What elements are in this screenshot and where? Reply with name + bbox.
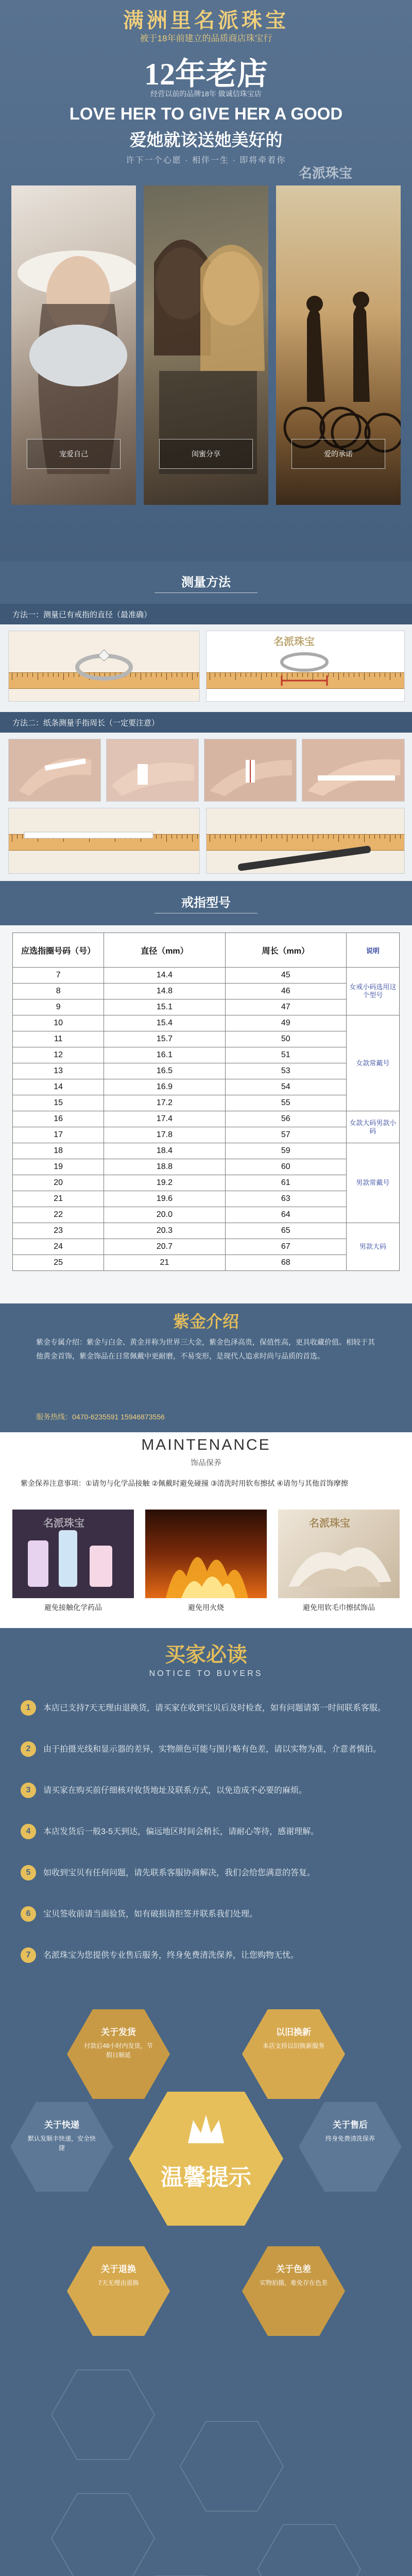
table-cell: 14	[13, 1079, 104, 1095]
table-cell: 10	[13, 1015, 104, 1031]
table-cell: 23	[13, 1223, 104, 1239]
table-cell: 16.1	[104, 1047, 225, 1063]
table-row	[13, 1063, 400, 1079]
table-cell: 14.8	[104, 984, 225, 999]
column-header: 直径（mm）	[104, 933, 225, 968]
watermark: 名派珠宝	[43, 1518, 84, 1529]
table-header-row	[13, 933, 400, 968]
finger-wrap-icon	[107, 739, 198, 801]
table-cell: 11	[13, 1031, 104, 1047]
table-cell: 16.9	[104, 1079, 225, 1095]
step-photo-2	[106, 739, 199, 802]
table-cell: 15.7	[104, 1031, 225, 1047]
photo-caption-3: 爱的承诺	[291, 439, 385, 469]
maintenance-caption-3: 避免用软毛巾擦拭饰品	[303, 1603, 375, 1612]
table-cell: 21	[13, 1191, 104, 1207]
table-row	[13, 1175, 400, 1191]
table-cell: 49	[225, 1015, 346, 1031]
table-row	[13, 1207, 400, 1223]
gold-title: 紫金介绍	[173, 1312, 239, 1331]
finger-mark-icon	[204, 739, 296, 801]
table-cell: 65	[225, 1223, 346, 1239]
column-header: 周长（mm）	[225, 933, 346, 968]
gold-description: 紫金专属介绍：紫金与白金、黄金并称为世界三大金，紫金色泽高贵，保值性高，更具收藏价值。相较于其他黄金首饰，紫金饰品在日常佩戴中更耐磨，不易变形，是现代人追求时尚与品质的首选。	[36, 1338, 375, 1360]
step-photo-1	[8, 739, 101, 802]
table-cell: 18.8	[104, 1159, 225, 1175]
table-row	[13, 1143, 400, 1159]
hex-trade-in: 以旧换新 本店支持以旧换新服务	[242, 2009, 345, 2099]
model-photo-2	[144, 185, 268, 505]
years-description: 经营以前的品牌18年 做诚信珠宝店	[150, 90, 262, 98]
slogan-chinese: 爱她就该送她美好的	[129, 130, 283, 149]
watermark: 名派珠宝	[299, 166, 353, 181]
size-note: 女款常戴号	[346, 1015, 399, 1111]
step-photo-5	[8, 808, 200, 874]
table-cell: 68	[225, 1255, 346, 1271]
step-photo-4	[302, 739, 405, 802]
pen-icon	[207, 808, 404, 873]
table-cell: 25	[13, 1255, 104, 1271]
slogan-english: LOVE HER TO GIVE HER A GOOD	[69, 104, 343, 123]
table-cell: 67	[225, 1239, 346, 1255]
table-cell: 19	[13, 1159, 104, 1175]
table-cell: 45	[225, 968, 346, 984]
table-cell: 64	[225, 1207, 346, 1223]
table-row	[13, 1255, 400, 1271]
table-cell: 63	[225, 1191, 346, 1207]
ring-size-section	[0, 881, 412, 1303]
honeycomb-decoration	[0, 2360, 412, 2576]
size-note: 女戒小码选用这个型号	[346, 968, 399, 1015]
table-cell: 50	[225, 1031, 346, 1047]
table-cell: 22	[13, 1207, 104, 1223]
measure-title: 测量方法	[181, 575, 231, 589]
table-cell: 17.2	[104, 1095, 225, 1111]
maintenance-section	[0, 1432, 412, 1628]
column-header: 应选指圈号码（号）	[13, 933, 104, 968]
table-row	[13, 1223, 400, 1239]
model-photo-1	[11, 185, 136, 505]
notice-title: 买家必读	[165, 1643, 247, 1666]
maintenance-photo-2	[145, 1510, 267, 1598]
size-note: 女款大码男款小码	[346, 1111, 399, 1143]
table-cell: 16.5	[104, 1063, 225, 1079]
table-cell: 17.4	[104, 1111, 225, 1127]
table-cell: 18.4	[104, 1143, 225, 1159]
table-row	[13, 1095, 400, 1111]
table-cell: 20.3	[104, 1223, 225, 1239]
size-note: 男款常戴号	[346, 1143, 399, 1223]
notice-subtitle: NOTICE TO BUYERS	[149, 1669, 263, 1678]
size-note: 男款大码	[346, 1223, 399, 1271]
table-cell: 20.7	[104, 1239, 225, 1255]
photo-caption-1: 宠爱自己	[27, 439, 121, 469]
size-title: 戒指型号	[181, 896, 231, 910]
table-row	[13, 1079, 400, 1095]
table-row	[13, 1127, 400, 1143]
method-2-bar	[0, 712, 412, 733]
table-cell: 46	[225, 984, 346, 999]
table-row	[13, 1191, 400, 1207]
method-2-label: 方法二：纸条测量手指周长（一定要注意）	[12, 719, 160, 727]
watermark: 名派珠宝	[273, 636, 315, 648]
finger-measure-icon	[302, 739, 404, 801]
table-cell: 16	[13, 1111, 104, 1127]
table-row	[13, 999, 400, 1015]
buyer-notice-section: 买家必读 NOTICE TO BUYERS 1 本店已支持7天无理由退换货，请买家在收到宝贝后及时检查，如有问题请第一时间联系客服。 2 由于拍摄光线和显示器的差异，实物颜色可能与图片略有色差，请以实物为准，介意者慎拍。 3 请买家在购买前仔细核对收货地址及联系方式，以免造成不必要的麻烦。 4 本店发货后一般3-5天到达，偏远地区时间会稍长，请耐心等待，感谢理解。 5 如收到宝贝有任何问题，请先联系客服协商解决，我们会给您满意的答复。 6 宝贝签收前请当面验货，如有破损请拒签并联系我们处理。 7 名派珠宝为您提供专业售后服务，终身免费清洗保养，让您购物无忧。 关于发货 付款后48小时内发货，节假日顺延 以旧换新 本店支持以旧换新服务 关于快递 默认发顺丰快递，安全快捷 温馨提示 关于售后 终身免费清洗保养 关于退换 7天无理由退换 关于色差 实物拍摄，难免存在色差	[0, 1628, 412, 2576]
store-brand-subtitle: 被于18年前建立的品质商店珠宝行	[140, 33, 272, 43]
hex-returns: 关于退换 7天无理由退换	[67, 2246, 170, 2336]
crown-icon	[185, 2112, 227, 2148]
paper-strip-icon	[9, 808, 199, 873]
table-cell: 61	[225, 1175, 346, 1191]
table-cell: 55	[225, 1095, 346, 1111]
hex-color-difference: 关于色差 实物拍摄，难免存在色差	[242, 2246, 345, 2336]
ring-on-ruler-icon	[207, 631, 404, 701]
table-cell: 20.0	[104, 1207, 225, 1223]
store-brand-name: 满洲里名派珠宝	[123, 9, 289, 32]
ring-size-table	[12, 933, 400, 1271]
table-cell: 13	[13, 1063, 104, 1079]
model-photos	[11, 185, 401, 505]
table-cell: 17	[13, 1127, 104, 1143]
table-cell: 20	[13, 1175, 104, 1191]
model-photo-3	[276, 185, 401, 505]
ring-icon	[9, 631, 199, 701]
hex-after-sales: 关于售后 终身免费清洗保养	[299, 2102, 402, 2192]
table-cell: 17.8	[104, 1127, 225, 1143]
table-cell: 53	[225, 1063, 346, 1079]
service-hotline: 服务热线：0470-6235591 15946873556	[36, 1413, 165, 1421]
table-cell: 19.2	[104, 1175, 225, 1191]
measure-section	[0, 562, 412, 881]
table-cell: 14.4	[104, 968, 225, 984]
table-cell: 12	[13, 1047, 104, 1063]
table-cell: 8	[13, 984, 104, 999]
table-row	[13, 1015, 400, 1031]
table-row	[13, 1111, 400, 1127]
divider	[154, 592, 258, 593]
slogan-small: 许下一个心愿 · 相伴一生 · 即将牵着你	[126, 156, 286, 165]
table-cell: 19.6	[104, 1191, 225, 1207]
maintenance-subtitle: 饰品保养	[190, 1459, 221, 1467]
table-cell: 24	[13, 1239, 104, 1255]
table-cell: 15.1	[104, 999, 225, 1015]
method-1-photo-right	[206, 631, 405, 702]
fire-illustration	[145, 1510, 267, 1598]
hex-courier: 关于快递 默认发顺丰快递，安全快捷	[10, 2102, 113, 2192]
hex-shipping: 关于发货 付款后48小时内发货，节假日顺延	[67, 2009, 170, 2099]
table-row	[13, 984, 400, 999]
maintenance-caption-2: 避免用火烧	[188, 1603, 224, 1612]
step-photo-6	[206, 808, 405, 874]
table-cell: 56	[225, 1111, 346, 1127]
table-cell: 51	[225, 1047, 346, 1063]
table-cell: 7	[13, 968, 104, 984]
table-row	[13, 1047, 400, 1063]
table-cell: 9	[13, 999, 104, 1015]
table-cell: 21	[104, 1255, 225, 1271]
method-1-bar	[0, 604, 412, 624]
warm-tips-label: 温馨提示	[161, 2165, 251, 2190]
years-badge: 12年老店	[144, 57, 268, 91]
table-cell: 59	[225, 1143, 346, 1159]
table-row	[13, 1159, 400, 1175]
purple-gold-intro	[0, 1303, 412, 1432]
store-banner	[0, 0, 412, 562]
maintenance-title: MAINTENANCE	[141, 1436, 271, 1453]
maintenance-notice: 紫金保养注意事项：①请勿与化学品接触 ②佩戴时避免碰撞 ③清洗时用软布擦拭 ④请勿与其他首饰摩擦	[21, 1479, 348, 1487]
table-cell: 47	[225, 999, 346, 1015]
photo-caption-2: 闺蜜分享	[159, 439, 253, 469]
method-1-label: 方法一：测量已有戒指的直径（最准确）	[12, 611, 152, 619]
table-cell: 18	[13, 1143, 104, 1159]
table-row	[13, 1031, 400, 1047]
table-cell: 54	[225, 1079, 346, 1095]
step-photo-3	[204, 739, 297, 802]
table-cell: 60	[225, 1159, 346, 1175]
table-row	[13, 1239, 400, 1255]
table-cell: 15	[13, 1095, 104, 1111]
column-header: 说明	[346, 933, 399, 968]
maintenance-caption-1: 避免接触化学药品	[44, 1603, 102, 1612]
table-row	[13, 968, 400, 984]
finger-paper-icon	[9, 739, 100, 801]
method-1-photo-left	[8, 631, 200, 702]
maintenance-photo-1	[12, 1510, 134, 1598]
watermark: 名派珠宝	[309, 1518, 350, 1529]
hex-warm-tips	[129, 2092, 283, 2226]
maintenance-photo-3	[278, 1510, 400, 1598]
table-cell: 15.4	[104, 1015, 225, 1031]
table-cell: 57	[225, 1127, 346, 1143]
